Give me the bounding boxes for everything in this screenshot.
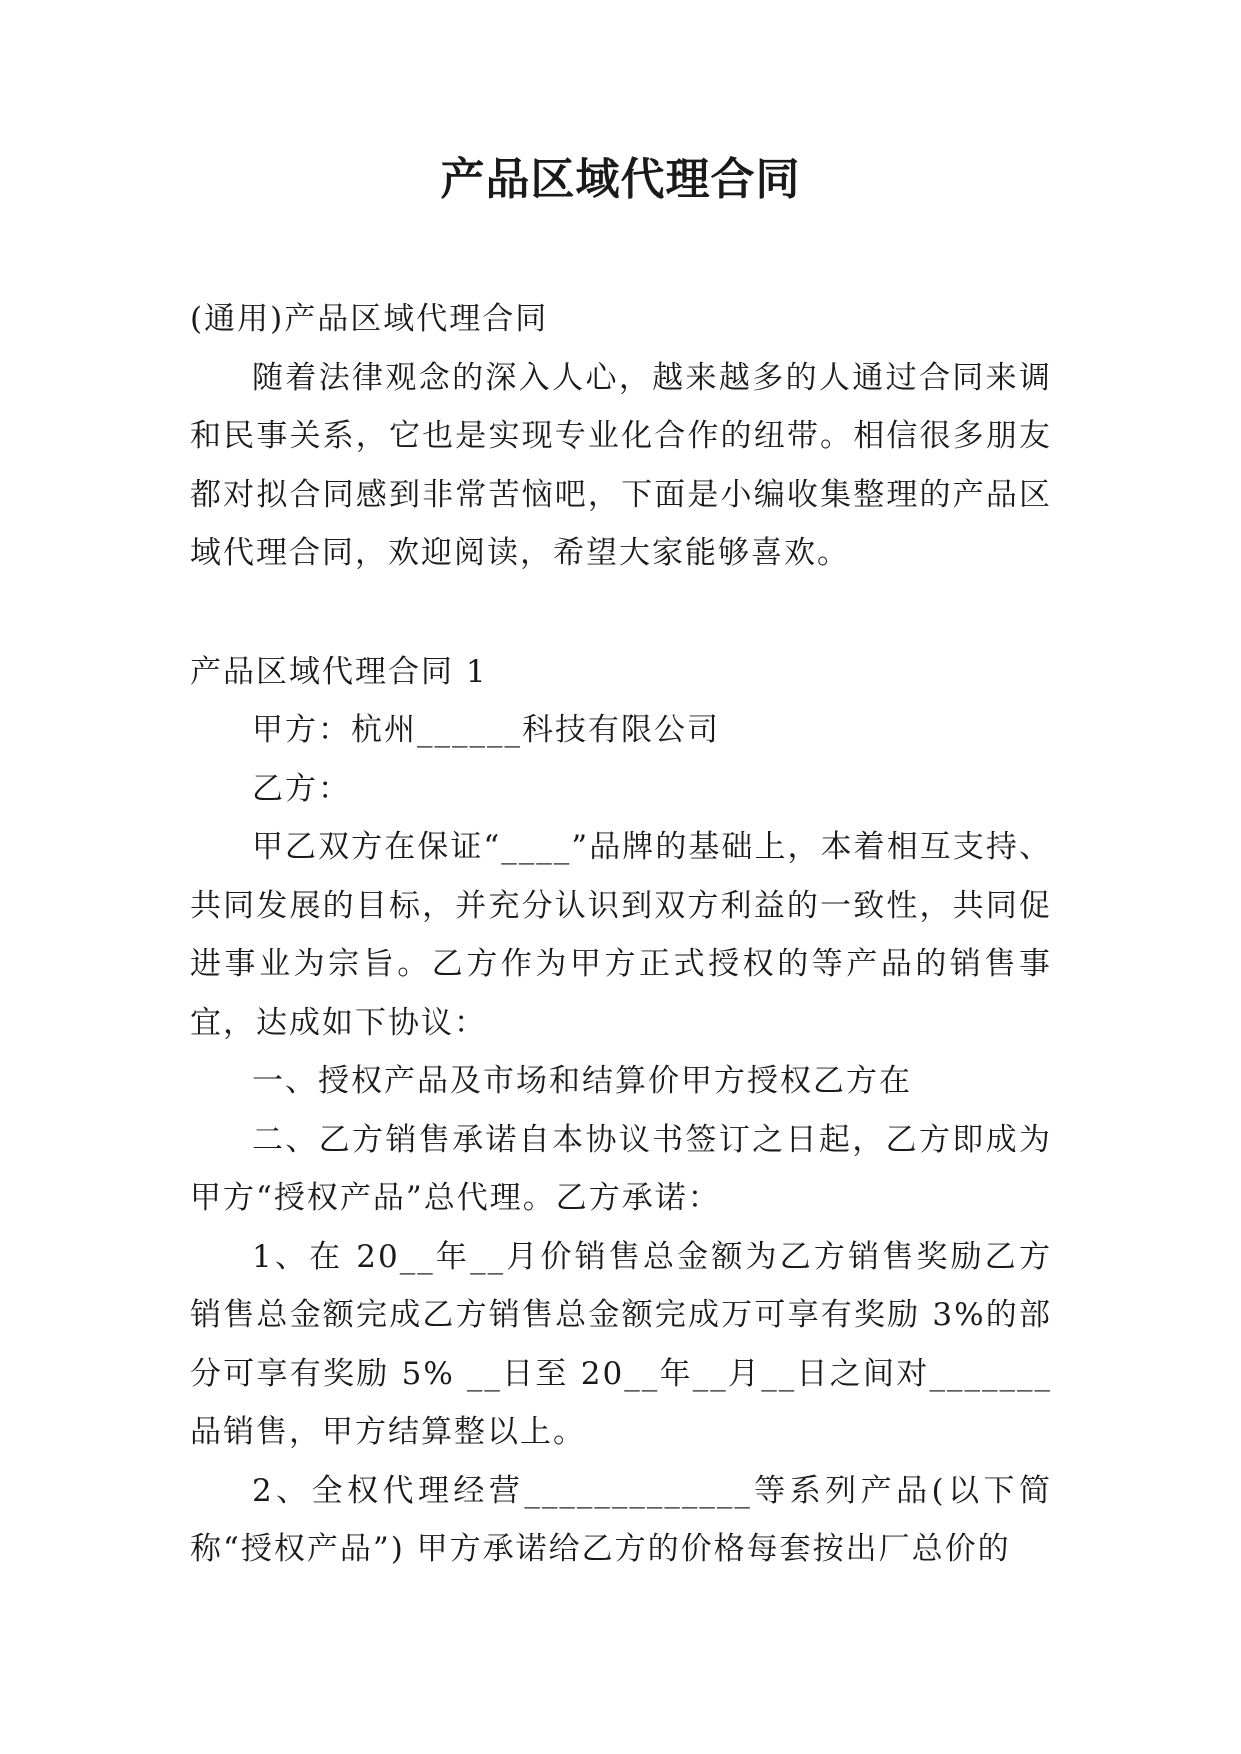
document-body xyxy=(190,290,1052,1579)
item-1-paragraph: 1、在 20__年__月价销售总金额为乙方销售奖励乙方销售总金额完成乙方销售总金额完成万可享有奖励 3%的部分可享有奖励 5% __日至 20__年__月__日之间对_______品销售，甲方结算整以上。 xyxy=(190,1238,1052,1450)
document-title: 产品区域代理合同 xyxy=(440,154,801,205)
party-a-line: 甲方：杭州______科技有限公司 xyxy=(252,712,720,748)
party-b-line: 乙方： xyxy=(252,770,351,807)
preamble-paragraph: 甲乙双方在保证“____”品牌的基础上，本着相互支持、共同发展的目标，并充分认识到双方利益的一致性，共同促进事业为宗旨。乙方作为甲方正式授权的等产品的销售事宜，达成如下协议： xyxy=(190,829,1052,1041)
item-2-paragraph: 2、全权代理经营_____________等系列产品(以下简称“授权产品”) 甲方承诺给乙方的价格每套按出厂总价的 xyxy=(190,1472,1052,1567)
section-heading: 产品区域代理合同 1 xyxy=(190,653,488,690)
intro-paragraph: 随着法律观念的深入人心，越来越多的人通过合同来调和民事关系，它也是实现专业化合作的纽带。相信很多朋友都对拟合同感到非常苦恼吧，下面是小编收集整理的产品区域代理合同，欢迎阅读，希望大家能够喜欢。 xyxy=(190,359,1052,571)
clause-1-paragraph: 一、授权产品及市场和结算价甲方授权乙方在 xyxy=(252,1063,912,1099)
clause-2-paragraph: 二、乙方销售承诺自本协议书签订之日起，乙方即成为甲方“授权产品”总代理。乙方承诺： xyxy=(190,1121,1052,1216)
document-subtitle: (通用)产品区域代理合同 xyxy=(190,301,549,337)
